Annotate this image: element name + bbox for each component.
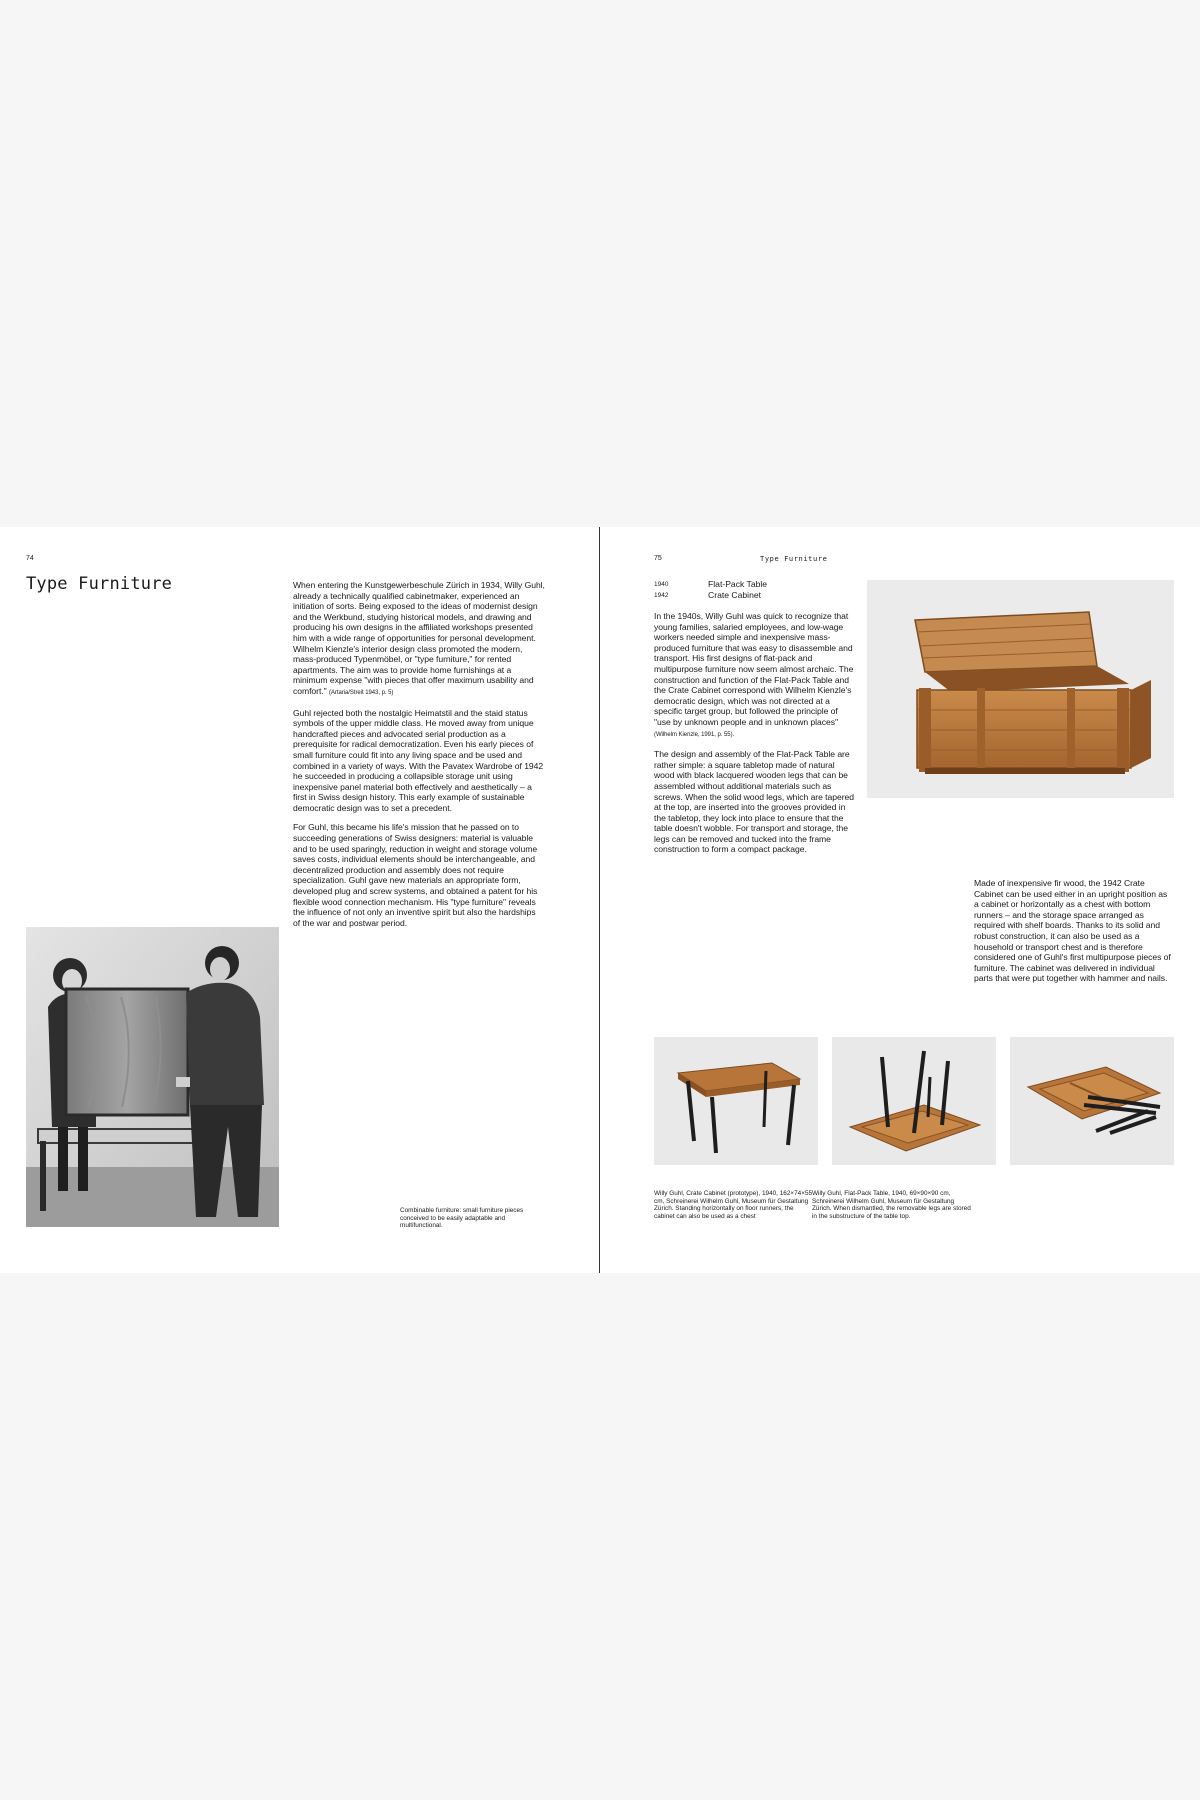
crate-cabinet-photo [867, 580, 1174, 798]
item-name: Crate Cabinet [708, 590, 762, 600]
right-paragraph-2: The design and assembly of the Flat-Pack Table are rather simple: a square tabletop made of natural wood with black lacquered wooden legs that can be assembled without additional materials such as screws. When the solid wood legs, which are tapered at the top, are inserted into the grooves provided in the tabletop, they lock into place to ensure that the table doesn't wobble. For transport and storage, the legs can be removed and tucked into the frame construction to form a compact package. [654, 749, 854, 855]
crate-cabinet-illustration [867, 580, 1174, 798]
flat-pack-table-photo-packed [1010, 1037, 1174, 1165]
page-title: Type Furniture [26, 574, 173, 594]
bw-photo-carrying-cabinet [26, 927, 279, 1227]
running-head: Type Furniture [760, 555, 828, 563]
table-inverted-illustration [832, 1037, 996, 1165]
item-row-1 [654, 579, 854, 590]
left-paragraph-1: When entering the Kunstgewerbeschule Zürich in 1934, Willy Guhl, already a technically qualified cabinetmaker, experienced an initiation of sorts. Being exposed to the ideas of modernist design and the Werkbund, studying historical models, and drawing and producing his own designs in the affiliated workshops presented him with a wide range of opportunities for personal development. Wilhelm Kienzle's interior design class promoted the modern, mass-produced Typenmöbel, or "type furniture," for rented apartments. The aim was to provide home furnishings at a minimum expense "with pieces that offer maximum usability and comfort." (Artaria/Streit 1943, p. 5) [293, 580, 545, 696]
left-paragraph-3: For Guhl, this became his life's mission that he passed on to succeeding generations of Swiss designers: material is valuable and to be used sparingly, reduction in weight and storage volume saves costs, individual elements should be interchangeable, and decentralized production and assembly does not require specialization. Guhl gave new materials an appropriate form, developed plug and screw systems, and obtained a patent for his flexible wood connection mechanism. His "type furniture" reveals the influence of not only an inventive spirit but also the hardships of the war and postwar period. [293, 822, 538, 928]
gutter-line [599, 527, 600, 1273]
left-text-column [293, 580, 545, 937]
item-row-2 [654, 590, 854, 601]
page-number-right: 75 [654, 555, 662, 562]
item-year: 1940 [654, 581, 669, 588]
caption-crate-cabinet: Willy Guhl, Crate Cabinet (prototype), 1940, 162×74×55 cm, Schreinerei Wilhelm Guhl, Museum für Gestaltung Zürich. Standing horizontally on floor runners, the cabinet can also be used as a chest [654, 1190, 813, 1220]
item-list [654, 579, 854, 601]
table-assembled-illustration [654, 1037, 818, 1165]
page-number-left: 74 [26, 555, 34, 562]
right-paragraph-1: In the 1940s, Willy Guhl was quick to recognize that young families, salaried employees, and low-wage workers needed simple and inexpensive mass-produced furniture that was easy to disassemble and transport. His first designs of flat-pack and multipurpose furniture now seem almost archaic. The construction and function of the Flat-Pack Table and the Crate Cabinet correspond with Wilhelm Kienzle's democratic design, which was not directed at a specific target group, but followed the principle of "use by unknown people and in unknown places" (Wilhelm Kienzle, 1991, p. 55). [654, 611, 854, 738]
flat-pack-table-photo-upside-down [832, 1037, 996, 1165]
left-paragraph-2: Guhl rejected both the nostalgic Heimatstil and the staid status symbols of the upper middle class. He moved away from unique handcrafted pieces and advocated serial production as a prerequisite for radical democratization. Even his early pieces of small furniture could fit into any living space and be used and combined in a variety of ways. With the Pavatex Wardrobe of 1942 he succeeded in producing a collapsible storage unit using inexpensive panel material both effectively and aesthetically – a first in Swiss design history. This early example of sustainable democratic design was to set a precedent. [293, 707, 544, 813]
caption-flat-pack-table: Willy Guhl, Flat-Pack Table, 1940, 69×90×90 cm, Schreinerei Wilhelm Guhl, Museum für Gestaltung Zürich. When dismantled, the removable legs are stored in the substructure of the table top. [812, 1190, 971, 1220]
right-text-column [654, 611, 854, 864]
citation: (Artaria/Streit 1943, p. 5) [328, 689, 394, 696]
table-packed-illustration [1010, 1037, 1174, 1165]
book-spread [0, 527, 1200, 1273]
citation: (Wilhelm Kienzle, 1991, p. 55). [654, 731, 735, 738]
flat-pack-table-photo-assembled [654, 1037, 818, 1165]
bw-photo-illustration [26, 927, 279, 1227]
item-name: Flat-Pack Table [708, 579, 768, 589]
left-caption: Combinable furniture: small furniture pieces conceived to be easily adaptable and multifunctional. [400, 1207, 524, 1230]
side-note: Made of inexpensive fir wood, the 1942 Crate Cabinet can be used either in an upright position as a cabinet or horizontally as a chest with bottom runners – and the storage space arranged as required with shelf boards. Thanks to its solid and robust construction, it can also be used as a household or transport chest and is therefore considered one of Guhl's first multipurpose pieces of furniture. The cabinet was delivered in individual parts that were put together with hammer and nails. [974, 878, 1171, 984]
item-year: 1942 [654, 592, 669, 599]
